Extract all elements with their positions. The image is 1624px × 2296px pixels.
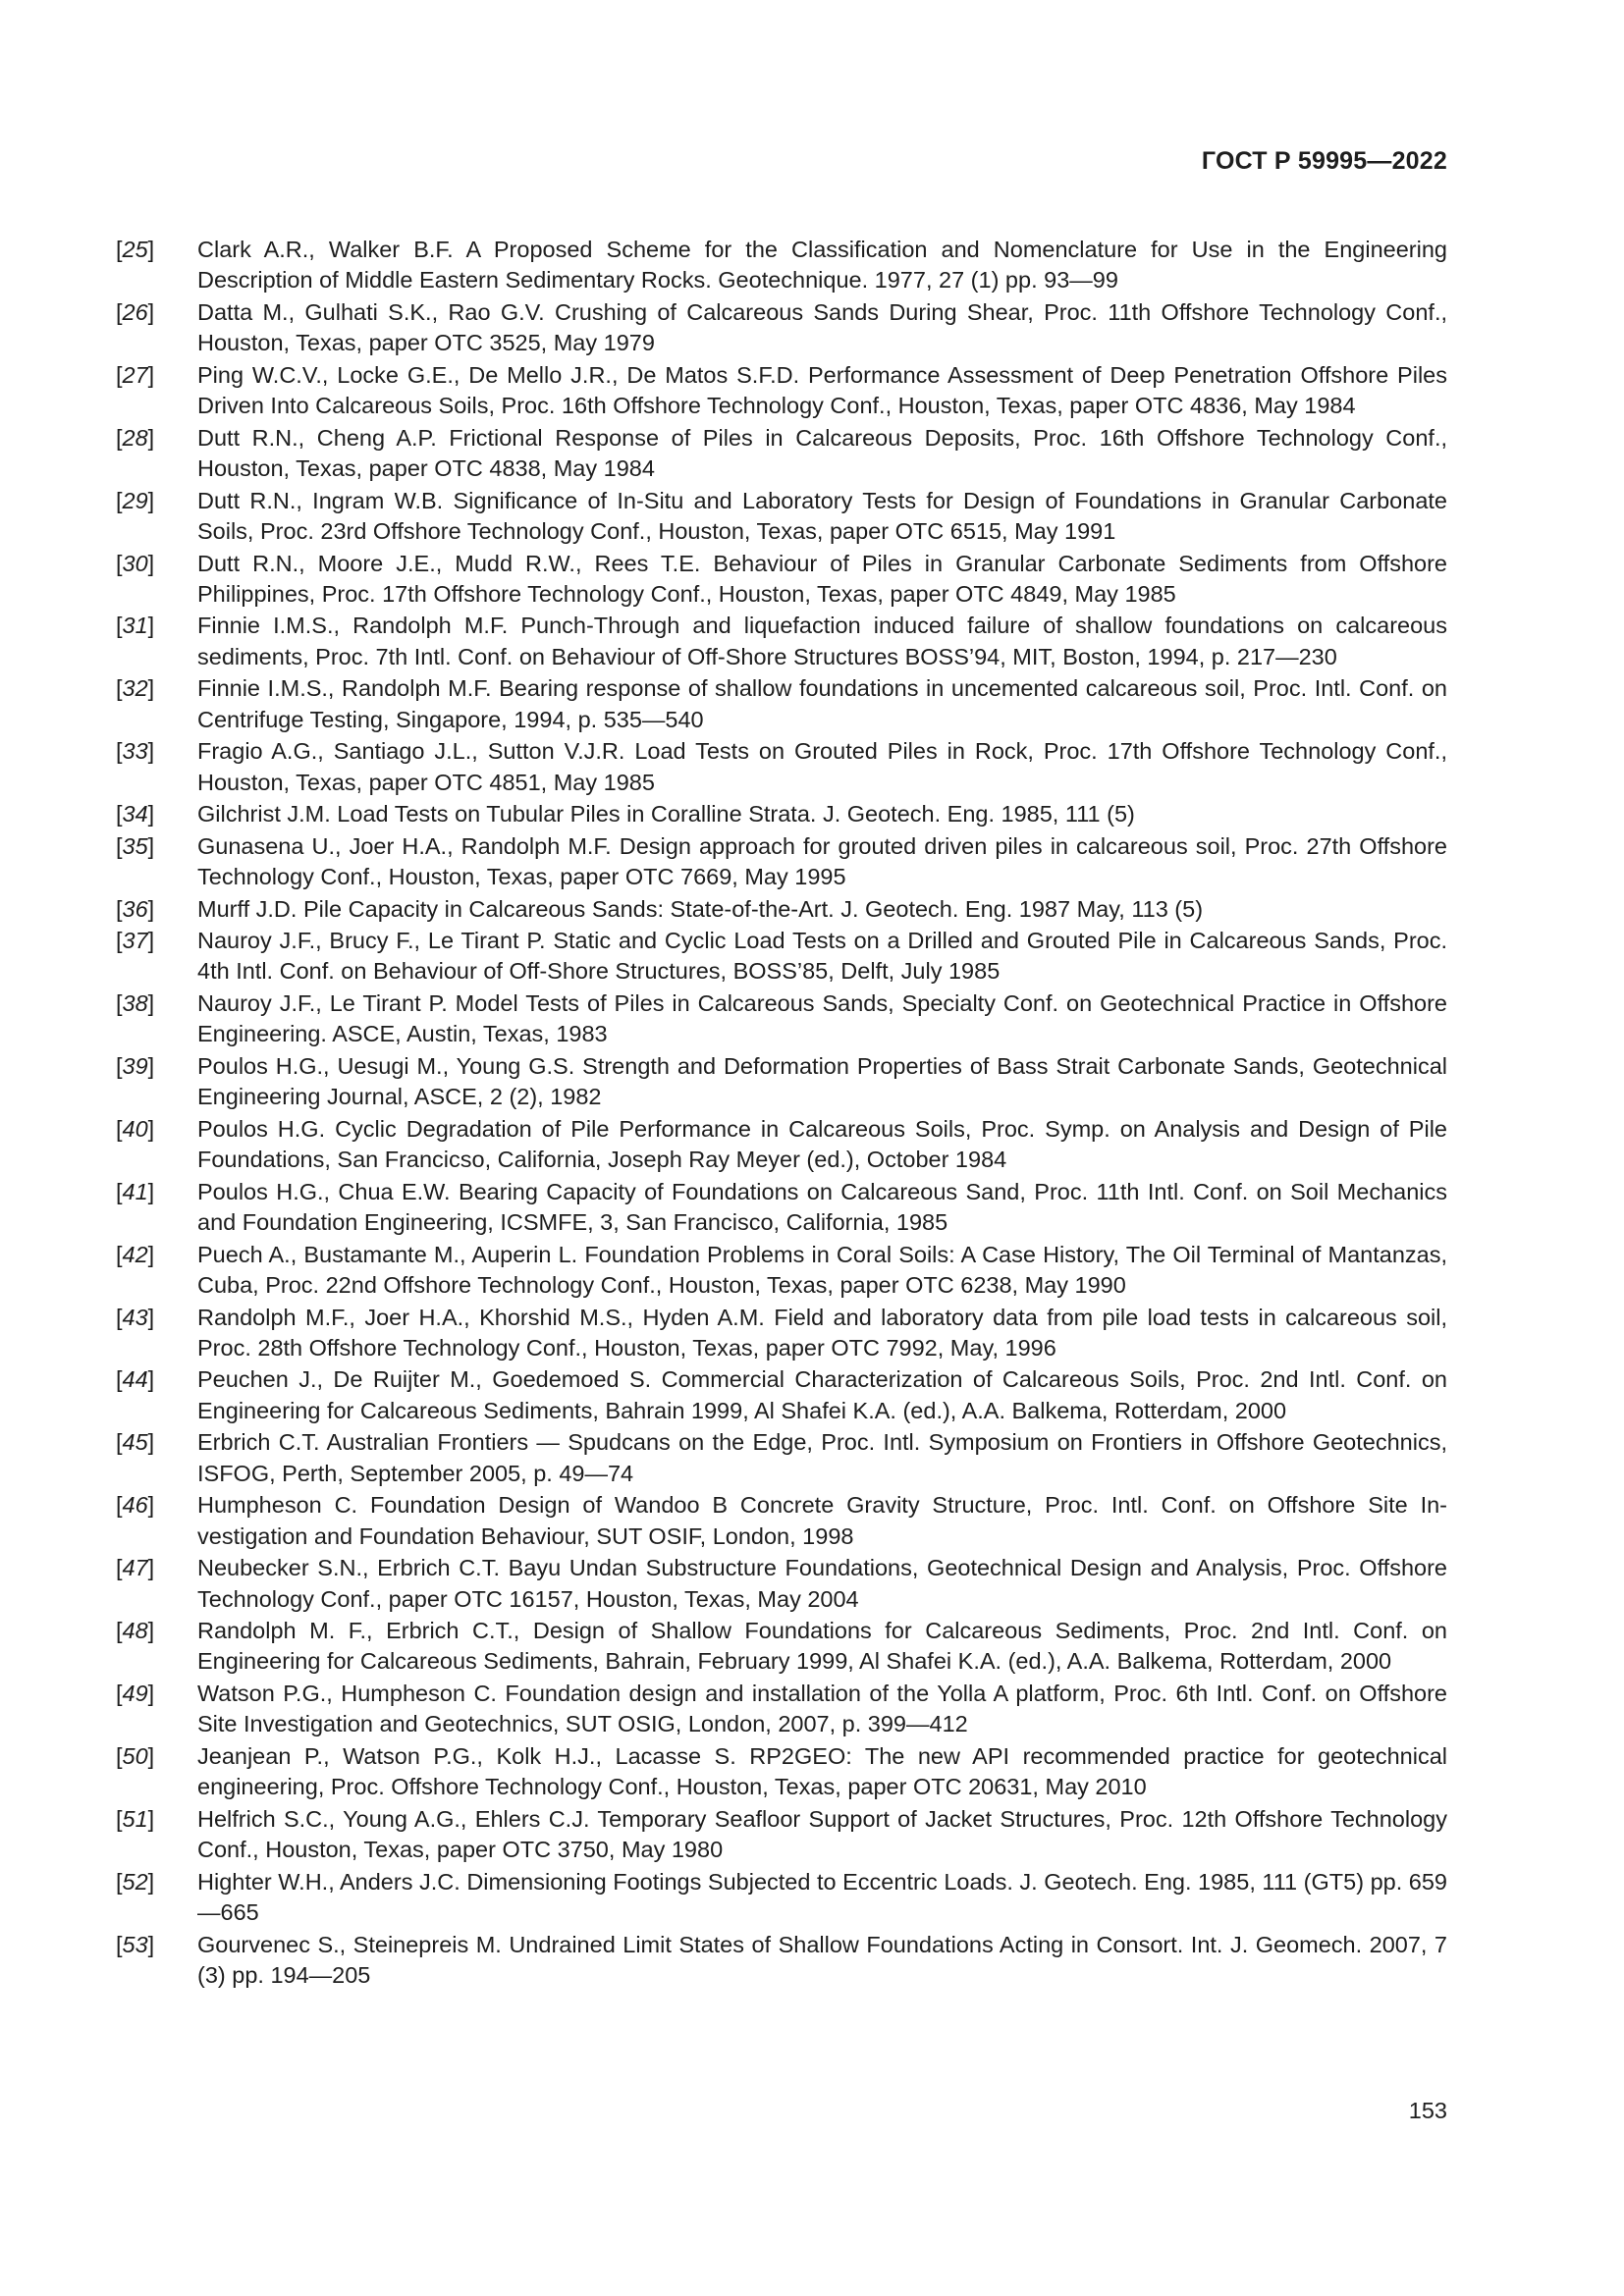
reference-text: Gunasena U., Joer H.A., Randolph M.F. Design approach for grouted driven piles in calcareous soil, Proc. 27th Offshore Technology Conf., Houston, Texas, paper OTC 7669, May 1995 bbox=[197, 832, 1447, 890]
reference-text: Clark A.R., Walker B.F. A Proposed Scheme for the Classification and Nomenclature for Use in the Engineering Description of Middle Eastern Sedimentary Rocks. Geotechnique. 1977, 27 (1) pp. 93—99 bbox=[197, 237, 1447, 294]
reference-text: Puech A., Bustamante M., Auperin L. Foundation Problems in Coral Soils: A Case History, The Oil Terminal of Mantanzas, Cuba, Proc. 22nd Offshore Technology Conf., Houston, Texas, paper OTC 6238, May 1990 bbox=[197, 1241, 1447, 1298]
reference-number: [49] bbox=[116, 1680, 155, 1706]
reference-item bbox=[116, 1177, 1447, 1239]
reference-number: [53] bbox=[116, 1931, 155, 1957]
reference-text: Peuchen J., De Ruijter M., Goedemoed S. Commercial Characterization of Calcareous Soils, Proc. 2nd Intl. Conf. on Engineering for Calcareous Sediments, Bahrain 1999, Al Shafei K.A. (ed.), A.A. Balkema, Rotterdam, 2000 bbox=[197, 1366, 1447, 1423]
standard-code-header: ГОСТ Р 59995—2022 bbox=[1201, 147, 1447, 175]
reference-item bbox=[116, 549, 1447, 611]
reference-number: [25] bbox=[116, 237, 155, 262]
reference-number: [50] bbox=[116, 1742, 155, 1769]
reference-item bbox=[116, 297, 1447, 359]
reference-number: [45] bbox=[116, 1429, 155, 1456]
reference-item bbox=[116, 1427, 1447, 1489]
reference-number: [29] bbox=[116, 487, 155, 513]
reference-text: Highter W.H., Anders J.C. Dimensioning Footings Subjected to Eccentric Loads. J. Geotech. Eng. 1985, 111 (GT5) pp. 659—665 bbox=[197, 1868, 1447, 1926]
reference-number: [43] bbox=[116, 1304, 155, 1330]
reference-number: [40] bbox=[116, 1115, 155, 1142]
reference-number: [35] bbox=[116, 832, 155, 859]
reference-item bbox=[116, 360, 1447, 422]
reference-number: [30] bbox=[116, 550, 155, 576]
reference-number: [36] bbox=[116, 895, 155, 922]
reference-item bbox=[116, 1303, 1447, 1364]
reference-text: Poulos H.G., Uesugi M., Young G.S. Strength and Deformation Properties of Bass Strait Carbonate Sands, Geotechnical Engineering Journal, ASCE, 2 (2), 1982 bbox=[197, 1052, 1447, 1110]
page-number: 153 bbox=[1408, 2098, 1447, 2123]
reference-item bbox=[116, 1114, 1447, 1176]
reference-text: Randolph M. F., Erbrich C.T., Design of Shallow Foundations for Calcareous Sediments, Proc. 2nd Intl. Conf. on Engineering for Calcareous Sediments, Bahrain, February 1999, Al Shafei K.A. (ed.), A.A. Balkema, Rotterdam, 2000 bbox=[197, 1618, 1447, 1675]
reference-number: [51] bbox=[116, 1805, 155, 1832]
reference-item bbox=[116, 1930, 1447, 1992]
reference-number: [48] bbox=[116, 1618, 155, 1644]
reference-number: [44] bbox=[116, 1366, 155, 1393]
reference-number: [41] bbox=[116, 1178, 155, 1204]
reference-text: Poulos H.G., Chua E.W. Bearing Capacity of Foundations on Calcareous Sand, Proc. 11th Intl. Conf. on Soil Mechanics and Foundation Engineering, ICSMFE, 3, San Francisco, California, 1985 bbox=[197, 1178, 1447, 1236]
reference-text: Gourvenec S., Steinepreis M. Undrained Limit States of Shallow Foundations Acting in Consort. Int. J. Geomech. 2007, 7 (3) pp. 194—205 bbox=[197, 1931, 1447, 1988]
reference-text: Watson P.G., Humpheson C. Foundation design and installation of the Yolla A platform, Proc. 6th Intl. Conf. on Offshore Site Investigation and Geotechnics, SUT OSIG, London, 2007, p. 399—412 bbox=[197, 1680, 1447, 1737]
reference-text: Fragio A.G., Santiago J.L., Sutton V.J.R. Load Tests on Grouted Piles in Rock, Proc. 17th Offshore Technology Conf., Houston, Texas, paper OTC 4851, May 1985 bbox=[197, 738, 1447, 795]
reference-text: Randolph M.F., Joer H.A., Khorshid M.S., Hyden A.M. Field and laboratory data from pile load tests in calcareous soil, Proc. 28th Offshore Technology Conf., Houston, Texas, paper OTC 7992, May, 1996 bbox=[197, 1304, 1447, 1361]
reference-item bbox=[116, 894, 1447, 925]
reference-text: Poulos H.G. Cyclic Degradation of Pile Performance in Calcareous Soils, Proc. Symp. on Analysis and Design of Pile Foundations, San Francicso, California, Joseph Ray Meyer (ed.), October 1984 bbox=[197, 1115, 1447, 1173]
reference-number: [26] bbox=[116, 298, 155, 325]
reference-number: [37] bbox=[116, 928, 155, 954]
reference-item bbox=[116, 423, 1447, 485]
reference-text: Helfrich S.C., Young A.G., Ehlers C.J. Temporary Seafloor Support of Jacket Structures, Proc. 12th Offshore Technology Conf., Houston, Texas, paper OTC 3750, May 1980 bbox=[197, 1805, 1447, 1863]
reference-number: [52] bbox=[116, 1868, 155, 1895]
reference-text: Finnie I.M.S., Randolph M.F. Punch-Through and liquefaction induced failure of shallow foundations on calcareous sediments, Proc. 7th Intl. Conf. on Behaviour of Off-Shore Structures BOSS’94, MIT, Boston, 1994, p. 217—230 bbox=[197, 613, 1447, 669]
reference-item bbox=[116, 926, 1447, 988]
reference-text: Gilchrist J.M. Load Tests on Tubular Piles in Coralline Strata. J. Geotech. Eng. 1985, 111 (5) bbox=[197, 801, 1135, 828]
reference-text: Jeanjean P., Watson P.G., Kolk H.J., Lacasse S. RP2GEO: The new API recommended practice for geotechnical engineering, Proc. Offshore Technology Conf., Houston, Texas, paper OTC 20631, May 2010 bbox=[197, 1742, 1447, 1800]
reference-number: [33] bbox=[116, 738, 155, 765]
reference-text: Datta M., Gulhati S.K., Rao G.V. Crushing of Calcareous Sands During Shear, Proc. 11th Offshore Technology Conf., Houston, Texas, paper OTC 3525, May 1979 bbox=[197, 298, 1447, 356]
reference-list bbox=[116, 235, 1447, 1992]
reference-number: [32] bbox=[116, 675, 155, 702]
reference-item bbox=[116, 1741, 1447, 1803]
reference-item bbox=[116, 799, 1447, 829]
reference-number: [42] bbox=[116, 1241, 155, 1267]
reference-item bbox=[116, 673, 1447, 735]
reference-number: [28] bbox=[116, 424, 155, 451]
reference-item bbox=[116, 1679, 1447, 1740]
reference-text: Neubecker S.N., Erbrich C.T. Bayu Undan Substructure Foundations, Geotechnical Design and Analysis, Proc. Offshore Technology Conf., paper OTC 16157, Houston, Texas, May 2004 bbox=[197, 1555, 1447, 1612]
reference-text: Nauroy J.F., Le Tirant P. Model Tests of Piles in Calcareous Sands, Specialty Conf. on Geotechnical Practice in Offshore Engineering. ASCE, Austin, Texas, 1983 bbox=[197, 989, 1447, 1047]
reference-item bbox=[116, 736, 1447, 798]
reference-item bbox=[116, 611, 1447, 672]
reference-item bbox=[116, 1240, 1447, 1302]
reference-text: Dutt R.N., Ingram W.B. Significance of In-Situ and Laboratory Tests for Design of Foundations in Granular Carbonate Soils, Proc. 23rd Offshore Technology Conf., Houston, Texas, paper OTC 6515, May 1991 bbox=[197, 487, 1447, 545]
reference-number: [34] bbox=[116, 801, 155, 828]
reference-text: Ping W.C.V., Locke G.E., De Mello J.R., De Matos S.F.D. Performance Assessment of Deep Penetration Offshore Piles Driven Into Calcareous Soils, Proc. 16th Offshore Technology Conf., Houston, Texas, paper OTC 4836, May 1984 bbox=[197, 361, 1447, 419]
reference-item bbox=[116, 1867, 1447, 1929]
reference-item bbox=[116, 1553, 1447, 1615]
reference-item bbox=[116, 1490, 1447, 1552]
reference-number: [46] bbox=[116, 1492, 155, 1519]
reference-item bbox=[116, 1051, 1447, 1113]
reference-text: Nauroy J.F., Brucy F., Le Tirant P. Static and Cyclic Load Tests on a Drilled and Grouted Pile in Calcareous Sands, Proc. 4th Intl. Conf. on Behaviour of Off-Shore Structures, BOSS’85, Delft, July 1985 bbox=[197, 928, 1447, 985]
reference-text: Humpheson C. Foundation Design of Wandoo B Concrete Gravity Structure, Proc. Intl. Conf. on Offshore Site Investigation and Foundation Behaviour, SUT OSIF, London, 1998 bbox=[197, 1492, 1447, 1549]
reference-number: [27] bbox=[116, 361, 155, 388]
reference-number: [39] bbox=[116, 1052, 155, 1079]
reference-number: [38] bbox=[116, 989, 155, 1016]
reference-item bbox=[116, 988, 1447, 1050]
reference-text: Murff J.D. Pile Capacity in Calcareous Sands: State-of-the-Art. J. Geotech. Eng. 1987 May, 113 (5) bbox=[197, 895, 1204, 922]
reference-text: Finnie I.M.S., Randolph M.F. Bearing response of shallow foundations in uncemented calcareous soil, Proc. Intl. Conf. on Centrifuge Testing, Singapore, 1994, p. 535—540 bbox=[197, 675, 1447, 732]
reference-number: [47] bbox=[116, 1555, 155, 1581]
reference-item bbox=[116, 1616, 1447, 1678]
reference-text: Erbrich C.T. Australian Frontiers — Spudcans on the Edge, Proc. Intl. Symposium on Frontiers in Offshore Geotechnics, ISFOG, Perth, September 2005, p. 49—74 bbox=[197, 1429, 1447, 1486]
reference-item bbox=[116, 1804, 1447, 1866]
reference-item bbox=[116, 486, 1447, 548]
reference-number: [31] bbox=[116, 613, 155, 639]
reference-item bbox=[116, 1364, 1447, 1426]
reference-text: Dutt R.N., Moore J.E., Mudd R.W., Rees T.E. Behaviour of Piles in Granular Carbonate Sediments from Offshore Philippines, Proc. 17th Offshore Technology Conf., Houston, Texas, paper OTC 4849, May 1985 bbox=[197, 550, 1447, 607]
reference-text: Dutt R.N., Cheng A.P. Frictional Response of Piles in Calcareous Deposits, Proc. 16th Offshore Technology Conf., Houston, Texas, paper OTC 4838, May 1984 bbox=[197, 424, 1447, 482]
reference-item bbox=[116, 831, 1447, 893]
reference-item bbox=[116, 235, 1447, 296]
